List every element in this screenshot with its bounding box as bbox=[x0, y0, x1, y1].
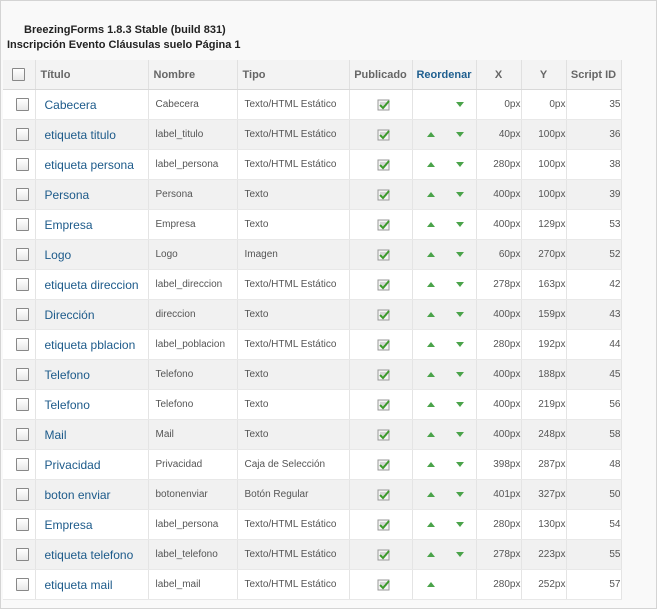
row-select-cell bbox=[3, 90, 35, 120]
row-script-id: 38 bbox=[566, 150, 621, 180]
row-select-cell bbox=[3, 360, 35, 390]
published-check-icon[interactable] bbox=[377, 429, 391, 441]
row-script-id: 44 bbox=[566, 330, 621, 360]
row-nombre: Cabecera bbox=[148, 90, 237, 120]
row-x: 60px bbox=[476, 240, 521, 270]
column-header-tipo[interactable]: Tipo bbox=[237, 60, 349, 90]
arrow-up-icon[interactable] bbox=[427, 462, 435, 467]
row-y: 219px bbox=[521, 390, 566, 420]
published-check-icon[interactable] bbox=[377, 339, 391, 351]
select-all-header bbox=[3, 60, 35, 90]
row-x: 280px bbox=[476, 150, 521, 180]
row-reorder-cell bbox=[412, 390, 476, 420]
row-x: 400px bbox=[476, 210, 521, 240]
published-check-icon[interactable] bbox=[377, 399, 391, 411]
row-tipo: Imagen bbox=[237, 240, 349, 270]
page-header bbox=[1, 23, 657, 59]
row-tipo: Texto bbox=[237, 390, 349, 420]
row-select-cell bbox=[3, 240, 35, 270]
arrow-down-icon[interactable] bbox=[456, 132, 464, 137]
row-reorder-cell bbox=[412, 150, 476, 180]
row-reorder-cell bbox=[412, 180, 476, 210]
row-reorder-cell bbox=[412, 240, 476, 270]
table-body bbox=[3, 90, 621, 600]
row-title-cell bbox=[35, 420, 148, 450]
row-title-link[interactable]: Mail bbox=[44, 427, 67, 442]
arrow-down-icon[interactable] bbox=[456, 522, 464, 527]
row-nombre: botonenviar bbox=[148, 480, 237, 510]
row-nombre: label_mail bbox=[148, 570, 237, 600]
row-nombre: Persona bbox=[148, 180, 237, 210]
row-checkbox[interactable] bbox=[16, 248, 29, 261]
elements-table bbox=[3, 60, 622, 600]
row-title-link[interactable]: etiqueta mail bbox=[44, 577, 113, 592]
row-tipo: Texto/HTML Estático bbox=[237, 330, 349, 360]
row-reorder-cell bbox=[412, 510, 476, 540]
row-checkbox[interactable] bbox=[16, 518, 29, 531]
table-row bbox=[3, 510, 621, 540]
published-check-icon[interactable] bbox=[377, 219, 391, 231]
row-title-link[interactable]: Dirección bbox=[44, 307, 95, 322]
row-reorder-cell bbox=[412, 420, 476, 450]
arrow-up-icon[interactable] bbox=[427, 312, 435, 317]
row-y: 0px bbox=[521, 90, 566, 120]
row-title-cell bbox=[35, 300, 148, 330]
row-script-id: 55 bbox=[566, 540, 621, 570]
arrow-down-icon[interactable] bbox=[456, 252, 464, 257]
row-x: 398px bbox=[476, 450, 521, 480]
row-nombre: Telefono bbox=[148, 360, 237, 390]
row-title-link[interactable]: etiqueta titulo bbox=[44, 127, 116, 142]
table-row bbox=[3, 210, 621, 240]
row-select-cell bbox=[3, 180, 35, 210]
row-nombre: label_telefono bbox=[148, 540, 237, 570]
row-checkbox[interactable] bbox=[16, 428, 29, 441]
arrow-down-icon[interactable] bbox=[456, 462, 464, 467]
row-x: 400px bbox=[476, 360, 521, 390]
row-title-link[interactable]: Telefono bbox=[44, 397, 90, 412]
row-y: 270px bbox=[521, 240, 566, 270]
row-title-cell bbox=[35, 510, 148, 540]
row-title-link[interactable]: Empresa bbox=[44, 217, 93, 232]
row-script-id: 57 bbox=[566, 570, 621, 600]
table-row bbox=[3, 390, 621, 420]
table-row bbox=[3, 540, 621, 570]
row-nombre: label_titulo bbox=[148, 120, 237, 150]
row-published-cell bbox=[349, 210, 412, 240]
arrow-up-icon[interactable] bbox=[427, 252, 435, 257]
row-reorder-cell bbox=[412, 450, 476, 480]
published-check-icon[interactable] bbox=[377, 129, 391, 141]
row-published-cell bbox=[349, 360, 412, 390]
row-reorder-cell bbox=[412, 540, 476, 570]
row-select-cell bbox=[3, 150, 35, 180]
row-tipo: Texto bbox=[237, 180, 349, 210]
row-checkbox[interactable] bbox=[16, 578, 29, 591]
column-header-script-id[interactable]: Script ID bbox=[566, 60, 621, 90]
row-title-cell bbox=[35, 450, 148, 480]
row-tipo: Texto/HTML Estático bbox=[237, 120, 349, 150]
arrow-up-icon[interactable] bbox=[427, 342, 435, 347]
table-row bbox=[3, 330, 621, 360]
arrow-up-icon[interactable] bbox=[427, 552, 435, 557]
row-y: 248px bbox=[521, 420, 566, 450]
row-tipo: Texto bbox=[237, 360, 349, 390]
row-checkbox[interactable] bbox=[16, 278, 29, 291]
published-check-icon[interactable] bbox=[377, 309, 391, 321]
table-header-row bbox=[3, 60, 621, 90]
table-row bbox=[3, 270, 621, 300]
row-reorder-cell bbox=[412, 210, 476, 240]
row-title-cell bbox=[35, 480, 148, 510]
published-check-icon[interactable] bbox=[377, 279, 391, 291]
row-title-link[interactable]: boton enviar bbox=[44, 487, 111, 502]
column-header-reordenar[interactable]: Reordenar bbox=[412, 60, 476, 90]
row-script-id: 42 bbox=[566, 270, 621, 300]
row-nombre: label_poblacion bbox=[148, 330, 237, 360]
row-tipo: Texto/HTML Estático bbox=[237, 510, 349, 540]
arrow-up-icon[interactable] bbox=[427, 162, 435, 167]
row-nombre: Privacidad bbox=[148, 450, 237, 480]
row-x: 278px bbox=[476, 540, 521, 570]
row-published-cell bbox=[349, 240, 412, 270]
row-nombre: label_persona bbox=[148, 150, 237, 180]
row-published-cell bbox=[349, 510, 412, 540]
column-header-titulo[interactable]: Título bbox=[35, 60, 148, 90]
row-checkbox[interactable] bbox=[16, 458, 29, 471]
row-x: 40px bbox=[476, 120, 521, 150]
row-y: 163px bbox=[521, 270, 566, 300]
row-script-id: 39 bbox=[566, 180, 621, 210]
row-tipo: Texto bbox=[237, 210, 349, 240]
row-x: 400px bbox=[476, 300, 521, 330]
row-title-cell bbox=[35, 570, 148, 600]
row-title-cell bbox=[35, 330, 148, 360]
row-x: 400px bbox=[476, 420, 521, 450]
row-title-cell bbox=[35, 540, 148, 570]
row-title-link[interactable]: etiqueta persona bbox=[44, 157, 134, 172]
row-x: 400px bbox=[476, 390, 521, 420]
row-nombre: label_persona bbox=[148, 510, 237, 540]
arrow-down-icon[interactable] bbox=[456, 432, 464, 437]
arrow-down-icon[interactable] bbox=[456, 162, 464, 167]
row-tipo: Texto/HTML Estático bbox=[237, 540, 349, 570]
table-row bbox=[3, 360, 621, 390]
table-row bbox=[3, 480, 621, 510]
table-row bbox=[3, 300, 621, 330]
row-select-cell bbox=[3, 210, 35, 240]
row-script-id: 58 bbox=[566, 420, 621, 450]
row-script-id: 36 bbox=[566, 120, 621, 150]
row-reorder-cell bbox=[412, 480, 476, 510]
row-tipo: Caja de Selección bbox=[237, 450, 349, 480]
select-all-checkbox[interactable] bbox=[12, 68, 25, 81]
arrow-down-icon[interactable] bbox=[456, 552, 464, 557]
row-title-link[interactable]: Cabecera bbox=[44, 97, 97, 112]
column-header-nombre[interactable]: Nombre bbox=[148, 60, 237, 90]
row-title-link[interactable]: Privacidad bbox=[44, 457, 101, 472]
table-row bbox=[3, 180, 621, 210]
row-y: 192px bbox=[521, 330, 566, 360]
row-published-cell bbox=[349, 420, 412, 450]
row-tipo: Texto bbox=[237, 420, 349, 450]
row-checkbox[interactable] bbox=[16, 158, 29, 171]
row-tipo: Texto/HTML Estático bbox=[237, 270, 349, 300]
row-select-cell bbox=[3, 300, 35, 330]
published-check-icon[interactable] bbox=[377, 189, 391, 201]
row-x: 280px bbox=[476, 330, 521, 360]
row-y: 100px bbox=[521, 150, 566, 180]
row-y: 130px bbox=[521, 510, 566, 540]
table-row bbox=[3, 570, 621, 600]
row-script-id: 50 bbox=[566, 480, 621, 510]
row-y: 100px bbox=[521, 120, 566, 150]
arrow-up-icon[interactable] bbox=[427, 582, 435, 587]
row-select-cell bbox=[3, 270, 35, 300]
row-y: 159px bbox=[521, 300, 566, 330]
row-select-cell bbox=[3, 450, 35, 480]
published-check-icon[interactable] bbox=[377, 459, 391, 471]
arrow-down-icon[interactable] bbox=[456, 372, 464, 377]
row-checkbox[interactable] bbox=[16, 368, 29, 381]
row-x: 0px bbox=[476, 90, 521, 120]
row-y: 252px bbox=[521, 570, 566, 600]
arrow-up-icon[interactable] bbox=[427, 222, 435, 227]
row-tipo: Texto/HTML Estático bbox=[237, 150, 349, 180]
row-nombre: Empresa bbox=[148, 210, 237, 240]
row-script-id: 56 bbox=[566, 390, 621, 420]
row-title-link[interactable]: etiqueta pblacion bbox=[44, 337, 136, 352]
row-reorder-cell bbox=[412, 300, 476, 330]
row-checkbox[interactable] bbox=[16, 308, 29, 321]
row-script-id: 45 bbox=[566, 360, 621, 390]
row-published-cell bbox=[349, 300, 412, 330]
row-tipo: Botón Regular bbox=[237, 480, 349, 510]
row-y: 223px bbox=[521, 540, 566, 570]
row-title-cell bbox=[35, 270, 148, 300]
row-x: 401px bbox=[476, 480, 521, 510]
row-title-cell bbox=[35, 240, 148, 270]
column-header-y[interactable]: Y bbox=[521, 60, 566, 90]
row-select-cell bbox=[3, 420, 35, 450]
row-script-id: 52 bbox=[566, 240, 621, 270]
row-tipo: Texto/HTML Estático bbox=[237, 90, 349, 120]
row-published-cell bbox=[349, 330, 412, 360]
arrow-up-icon[interactable] bbox=[427, 192, 435, 197]
row-checkbox[interactable] bbox=[16, 98, 29, 111]
arrow-down-icon[interactable] bbox=[456, 282, 464, 287]
published-check-icon[interactable] bbox=[377, 519, 391, 531]
published-check-icon[interactable] bbox=[377, 99, 391, 111]
row-checkbox[interactable] bbox=[16, 128, 29, 141]
arrow-up-icon[interactable] bbox=[427, 282, 435, 287]
row-nombre: Logo bbox=[148, 240, 237, 270]
row-published-cell bbox=[349, 390, 412, 420]
row-published-cell bbox=[349, 450, 412, 480]
arrow-down-icon[interactable] bbox=[456, 192, 464, 197]
arrow-up-icon[interactable] bbox=[427, 402, 435, 407]
row-title-cell bbox=[35, 180, 148, 210]
row-x: 400px bbox=[476, 180, 521, 210]
row-script-id: 35 bbox=[566, 90, 621, 120]
row-y: 129px bbox=[521, 210, 566, 240]
arrow-up-icon[interactable] bbox=[427, 522, 435, 527]
row-y: 100px bbox=[521, 180, 566, 210]
row-tipo: Texto bbox=[237, 300, 349, 330]
row-reorder-cell bbox=[412, 570, 476, 600]
row-select-cell bbox=[3, 390, 35, 420]
table-row bbox=[3, 150, 621, 180]
row-published-cell bbox=[349, 120, 412, 150]
row-title-link[interactable]: etiqueta direccion bbox=[44, 277, 139, 292]
row-title-cell bbox=[35, 210, 148, 240]
arrow-down-icon[interactable] bbox=[456, 102, 464, 107]
form-title: Inscripción Evento Cláusulas suelo Página 1 bbox=[7, 39, 241, 51]
published-check-icon[interactable] bbox=[377, 249, 391, 261]
row-select-cell bbox=[3, 480, 35, 510]
row-reorder-cell bbox=[412, 360, 476, 390]
arrow-up-icon[interactable] bbox=[427, 132, 435, 137]
published-check-icon[interactable] bbox=[377, 159, 391, 171]
row-y: 287px bbox=[521, 450, 566, 480]
row-select-cell bbox=[3, 570, 35, 600]
row-checkbox[interactable] bbox=[16, 338, 29, 351]
row-published-cell bbox=[349, 180, 412, 210]
arrow-up-icon[interactable] bbox=[427, 492, 435, 497]
published-check-icon[interactable] bbox=[377, 489, 391, 501]
row-reorder-cell bbox=[412, 120, 476, 150]
app-title: BreezingForms 1.8.3 Stable (build 831) bbox=[24, 24, 226, 36]
row-nombre: direccion bbox=[148, 300, 237, 330]
row-checkbox[interactable] bbox=[16, 218, 29, 231]
row-reorder-cell bbox=[412, 90, 476, 120]
row-title-link[interactable]: etiqueta telefono bbox=[44, 547, 134, 562]
row-title-link[interactable]: Telefono bbox=[44, 367, 90, 382]
row-title-cell bbox=[35, 360, 148, 390]
row-select-cell bbox=[3, 120, 35, 150]
row-title-cell bbox=[35, 390, 148, 420]
row-checkbox[interactable] bbox=[16, 488, 29, 501]
row-script-id: 54 bbox=[566, 510, 621, 540]
column-header-x[interactable]: X bbox=[476, 60, 521, 90]
row-published-cell bbox=[349, 90, 412, 120]
row-select-cell bbox=[3, 540, 35, 570]
column-header-publicado[interactable]: Publicado bbox=[349, 60, 412, 90]
row-select-cell bbox=[3, 510, 35, 540]
arrow-down-icon[interactable] bbox=[456, 312, 464, 317]
arrow-down-icon[interactable] bbox=[456, 402, 464, 407]
row-title-link[interactable]: Logo bbox=[44, 247, 72, 262]
row-x: 280px bbox=[476, 570, 521, 600]
row-published-cell bbox=[349, 270, 412, 300]
row-checkbox[interactable] bbox=[16, 188, 29, 201]
published-check-icon[interactable] bbox=[377, 579, 391, 591]
row-reorder-cell bbox=[412, 270, 476, 300]
row-checkbox[interactable] bbox=[16, 548, 29, 561]
table-row bbox=[3, 120, 621, 150]
row-published-cell bbox=[349, 150, 412, 180]
arrow-down-icon[interactable] bbox=[456, 222, 464, 227]
row-nombre: Telefono bbox=[148, 390, 237, 420]
row-published-cell bbox=[349, 570, 412, 600]
row-published-cell bbox=[349, 480, 412, 510]
row-x: 280px bbox=[476, 510, 521, 540]
row-y: 188px bbox=[521, 360, 566, 390]
row-title-cell bbox=[35, 120, 148, 150]
row-x: 278px bbox=[476, 270, 521, 300]
row-script-id: 53 bbox=[566, 210, 621, 240]
table-row bbox=[3, 90, 621, 120]
row-title-link[interactable]: Persona bbox=[44, 187, 90, 202]
row-checkbox[interactable] bbox=[16, 398, 29, 411]
row-reorder-cell bbox=[412, 330, 476, 360]
row-nombre: Mail bbox=[148, 420, 237, 450]
row-script-id: 43 bbox=[566, 300, 621, 330]
table-row bbox=[3, 240, 621, 270]
published-check-icon[interactable] bbox=[377, 549, 391, 561]
arrow-down-icon[interactable] bbox=[456, 342, 464, 347]
table-row bbox=[3, 450, 621, 480]
row-title-link[interactable]: Empresa bbox=[44, 517, 93, 532]
row-nombre: label_direccion bbox=[148, 270, 237, 300]
row-script-id: 48 bbox=[566, 450, 621, 480]
arrow-up-icon[interactable] bbox=[427, 432, 435, 437]
row-title-cell bbox=[35, 90, 148, 120]
published-check-icon[interactable] bbox=[377, 369, 391, 381]
row-tipo: Texto/HTML Estático bbox=[237, 570, 349, 600]
arrow-down-icon[interactable] bbox=[456, 492, 464, 497]
row-select-cell bbox=[3, 330, 35, 360]
table-row bbox=[3, 420, 621, 450]
row-y: 327px bbox=[521, 480, 566, 510]
row-published-cell bbox=[349, 540, 412, 570]
row-title-cell bbox=[35, 150, 148, 180]
arrow-up-icon[interactable] bbox=[427, 372, 435, 377]
